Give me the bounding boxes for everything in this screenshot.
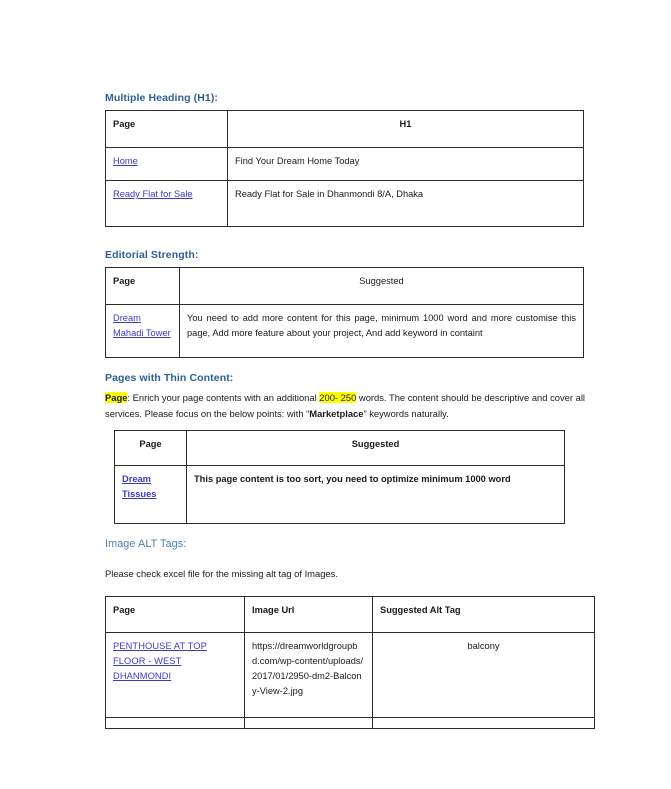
table-multiple-headings bbox=[105, 110, 584, 227]
cell-h1: Find Your Dream Home Today bbox=[228, 148, 584, 181]
column-header-page: Page bbox=[106, 597, 245, 633]
table-header-row bbox=[106, 597, 595, 633]
table-image-alt-tags bbox=[105, 596, 595, 729]
document-body bbox=[105, 92, 585, 729]
table-row bbox=[106, 181, 584, 227]
table-row bbox=[106, 148, 584, 181]
page-link-penthouse-top-floor[interactable] bbox=[113, 641, 207, 681]
spacer bbox=[105, 556, 585, 566]
column-header-h1: H1 bbox=[228, 111, 584, 148]
page-link-line1: Dream bbox=[113, 313, 141, 323]
page-link-line2: WEST DHANMONDI bbox=[113, 656, 182, 681]
column-header-page: Page bbox=[106, 268, 180, 305]
section-heading-editorial-strength: Editorial Strength: bbox=[105, 249, 199, 261]
paragraph-text-2: words. The content should be descriptive and cover all services. Please focus on the below points: with “ bbox=[105, 392, 585, 419]
section-heading-image-alt-tags: Image ALT Tags: bbox=[105, 538, 187, 550]
page-link-line2: Mahadi Tower bbox=[113, 328, 171, 338]
page-link-line1: Dream bbox=[122, 474, 151, 484]
cell-page bbox=[106, 181, 228, 227]
cell-page bbox=[106, 305, 180, 358]
paragraph-text-1: : Enrich your page contents with an additional bbox=[127, 392, 320, 403]
column-header-suggested: Suggested bbox=[180, 268, 584, 305]
cell-suggested: You need to add more content for this page, minimum 1000 word and more customise this page, Add more feature about your project, And add keyword in containt bbox=[180, 305, 584, 358]
section-heading-thin-content: Pages with Thin Content: bbox=[105, 372, 234, 384]
image-alt-tags-paragraph: Please check excel file for the missing alt tag of Images. bbox=[105, 568, 338, 579]
spacer bbox=[105, 358, 585, 372]
highlight-page-label: Page bbox=[105, 392, 128, 403]
section-heading-multiple-heading: Multiple Heading (H1): bbox=[105, 92, 219, 104]
column-header-page: Page bbox=[106, 111, 228, 148]
cell-image-url bbox=[245, 718, 373, 729]
cell-page bbox=[115, 466, 187, 524]
column-header-page: Page bbox=[115, 431, 187, 466]
table-row bbox=[106, 305, 584, 358]
page-link-home[interactable]: Home bbox=[113, 156, 138, 166]
page-link-dream-mahadi-tower[interactable] bbox=[113, 313, 171, 338]
table-editorial-strength bbox=[105, 267, 584, 358]
spacer bbox=[105, 582, 585, 596]
column-header-image-url: Image Url bbox=[245, 597, 373, 633]
spacer bbox=[105, 524, 585, 538]
table-header-row bbox=[115, 431, 565, 466]
page-link-dream-tissues[interactable] bbox=[122, 474, 156, 499]
keyword-marketplace: Marketplace bbox=[309, 408, 364, 419]
column-header-suggested: Suggested bbox=[187, 431, 565, 466]
table-row-partial bbox=[106, 718, 595, 729]
thin-content-paragraph bbox=[105, 390, 585, 422]
cell-page bbox=[106, 148, 228, 181]
cell-suggested-alt-tag bbox=[373, 718, 595, 729]
spacer bbox=[105, 227, 585, 249]
cell-image-url: https://dreamworldgroupbd.com/wp-content/uploads/2017/01/2950-dm2-Balcony-View-2.jpg bbox=[245, 633, 373, 718]
cell-h1: Ready Flat for Sale in Dhanmondi 8/A, Dhaka bbox=[228, 181, 584, 227]
page-link-line1: PENTHOUSE AT TOP FLOOR - bbox=[113, 641, 207, 666]
page-link-ready-flat-for-sale[interactable]: Ready Flat for Sale bbox=[113, 189, 193, 199]
table-header-row bbox=[106, 268, 584, 305]
cell-page bbox=[106, 718, 245, 729]
cell-suggested: This page content is too sort, you need to optimize minimum 1000 word bbox=[187, 466, 565, 524]
cell-page bbox=[106, 633, 245, 718]
paragraph-text-3: ” keywords naturally. bbox=[363, 408, 449, 419]
column-header-suggested-alt-tag: Suggested Alt Tag bbox=[373, 597, 595, 633]
cell-suggested-alt-tag: balcony bbox=[373, 633, 595, 718]
highlight-word-count: 200- 250 bbox=[319, 392, 357, 403]
table-row bbox=[106, 633, 595, 718]
table-header-row bbox=[106, 111, 584, 148]
table-row bbox=[115, 466, 565, 524]
spacer bbox=[105, 422, 585, 430]
page-link-line2: Tissues bbox=[122, 489, 157, 499]
table-thin-content bbox=[114, 430, 565, 524]
